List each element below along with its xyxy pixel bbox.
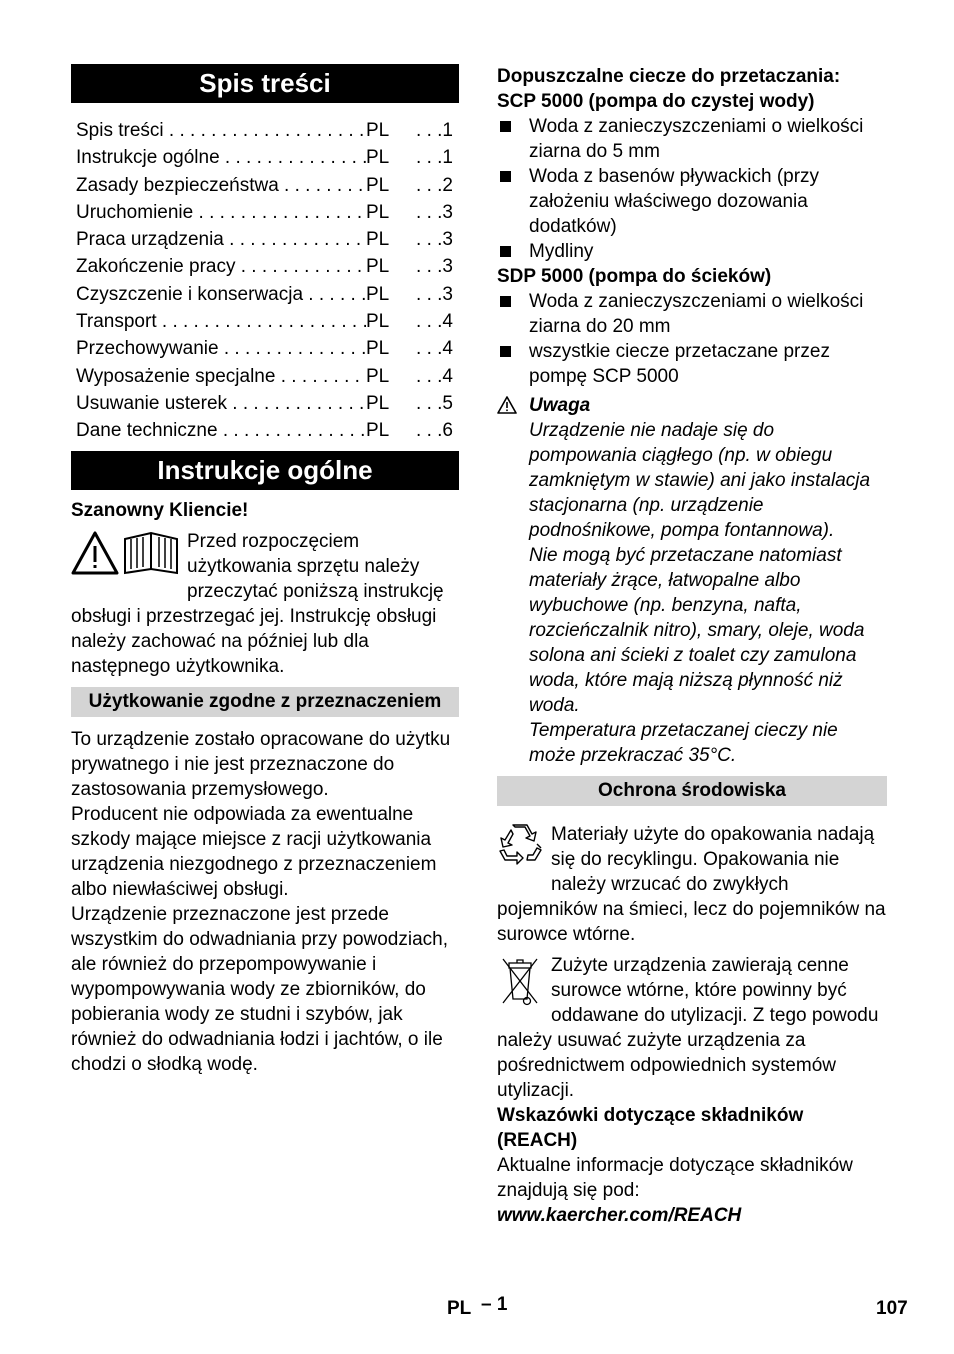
scp-heading: SCP 5000 (pompa do czystej wody)	[497, 91, 815, 112]
left-column	[71, 64, 459, 1077]
reach-heading: Wskazówki dotyczące składników (REACH)	[497, 1105, 804, 1151]
toc-heading: Spis treści	[71, 64, 459, 103]
footer-language: PL	[447, 1298, 472, 1319]
intro-text: Przed rozpoczęciem użytkowania sprzętu należy przeczytać poniższą instrukcję obsługi i przestrzegać jej. Instrukcję obsługi należy zachować na później lub dla następnego użytkownika.	[71, 530, 444, 677]
toc-item[interactable]: Spis treści . . . PL . . . 1	[76, 117, 453, 144]
warning-paragraph-1: Urządzenie nie nadaje się do pompowania ciągłego (np. w obiegu zamkniętym w stawie) ani jako instalacja stacjonarna (np. urządzenie podnośnikowe, pompa fontannowa).	[529, 420, 871, 541]
list-item: Woda z basenów pływackich (przy założeniu właściwego dozowania dodatków)	[497, 164, 887, 239]
page-number: 107	[876, 1298, 908, 1319]
toc-item[interactable]: Instrukcje ogólne . . . PL . . . 1	[76, 144, 453, 171]
toc-item[interactable]: Praca urządzenia . . . PL . . . 3	[76, 226, 453, 253]
list-item: Woda z zanieczyszczeniami o wielkości ziarna do 5 mm	[497, 114, 887, 164]
toc-item[interactable]: Uruchomienie . . . PL . . . 3	[76, 199, 453, 226]
toc-item[interactable]: Czyszczenie i konserwacja . . . PL . . . 3	[76, 281, 453, 308]
list-item: Woda z zanieczyszczeniami o wielkości ziarna do 20 mm	[497, 289, 887, 339]
weee-block	[497, 953, 887, 1103]
toc-item[interactable]: Przechowywanie . . . PL . . . 4	[76, 335, 453, 362]
reach-text: Aktualne informacje dotyczące składników znajdują się pod:	[497, 1155, 853, 1201]
warning-triangle-icon	[497, 396, 517, 421]
environment-heading: Ochrona środowiska	[497, 776, 887, 806]
liquids-heading: Dopuszczalne ciecze do przetaczania:	[497, 66, 841, 87]
warning-paragraph-3: Temperatura przetaczanej cieczy nie może przekraczać 35°C.	[529, 720, 838, 766]
usage-paragraph-1: To urządzenie zostało opracowane do użytku prywatnego i nie jest przeznaczone do zastosowania przemysłowego.	[71, 728, 451, 800]
toc-item[interactable]: Zakończenie pracy . . . PL . . . 3	[76, 253, 453, 280]
general-heading: Instrukcje ogólne	[71, 451, 459, 490]
sdp-list	[497, 289, 887, 389]
toc-item[interactable]: Wyposażenie specjalne . . . PL . . . 4	[76, 363, 453, 390]
list-item: Mydliny	[497, 239, 887, 264]
intro-block	[71, 529, 459, 679]
usage-paragraph-2: Producent nie odpowiada za ewentualne szkody mające miejsce z racji użytkowania urządzenia niezgodnego z przeznaczeniem albo niewłaściwej obsługi.	[71, 803, 437, 900]
toc-item[interactable]: Dane techniczne . . . PL . . . 6	[76, 417, 453, 444]
scp-list	[497, 114, 887, 264]
greeting: Szanowny Kliencie!	[71, 499, 249, 521]
toc-item[interactable]: Usuwanie usterek . . . PL . . . 5	[76, 390, 453, 417]
warning-paragraph-2: Nie mogą być przetaczane natomiast materiały żrące, łatwopalne albo wybuchowe (np. benzyna, nafta, rozcieńczalnik nitro), smary, oleje, woda solona ani ścieki z toalet czy zamulona woda, które mają niższą płynność niż woda.	[529, 545, 865, 716]
usage-paragraph-3: Urządzenie przeznaczone jest przede wszystkim do odwadniania przy powodziach, ale również do przepompowywanie i wypompowywania wody ze zbiorników, do pobierania wody ze studni i szybów, jak również do odwadniania łodzi i jachtów, o ile chodzi o słodką wodę.	[71, 903, 449, 1075]
right-column	[497, 64, 887, 1228]
warning-manual-icon	[71, 529, 179, 586]
warning-block	[497, 393, 887, 768]
toc-item[interactable]: Transport . . . PL . . . 4	[76, 308, 453, 335]
sdp-heading: SDP 5000 (pompa do ścieków)	[497, 266, 772, 287]
recycling-block	[497, 822, 887, 947]
warning-title: Uwaga	[529, 395, 591, 416]
usage-heading: Użytkowanie zgodne z przeznaczeniem	[71, 687, 459, 717]
weee-text: Zużyte urządzenia zawierają cenne surowce wtórne, które powinny być oddawane do utylizacji. Z tego powodu należy usuwać zużyte urządzenia za pośrednictwem odpowiednich systemów utylizacji.	[497, 955, 879, 1101]
reach-link[interactable]: www.kaercher.com/REACH	[497, 1205, 742, 1226]
toc-item[interactable]: Zasady bezpieczeństwa . . . PL . . . 2	[76, 172, 453, 199]
crossed-bin-icon	[497, 955, 543, 1014]
footer-local-page: – 1	[481, 1294, 508, 1315]
recycling-text: Materiały użyte do opakowania nadają się do recyklingu. Opakowania nie należy wrzucać do zwykłych pojemników na śmieci, lecz do pojemników na surowce wtórne.	[497, 824, 886, 945]
toc-list	[71, 117, 459, 445]
recycling-icon	[497, 824, 543, 873]
list-item: wszystkie ciecze przetaczane przez pompę SCP 5000	[497, 339, 887, 389]
